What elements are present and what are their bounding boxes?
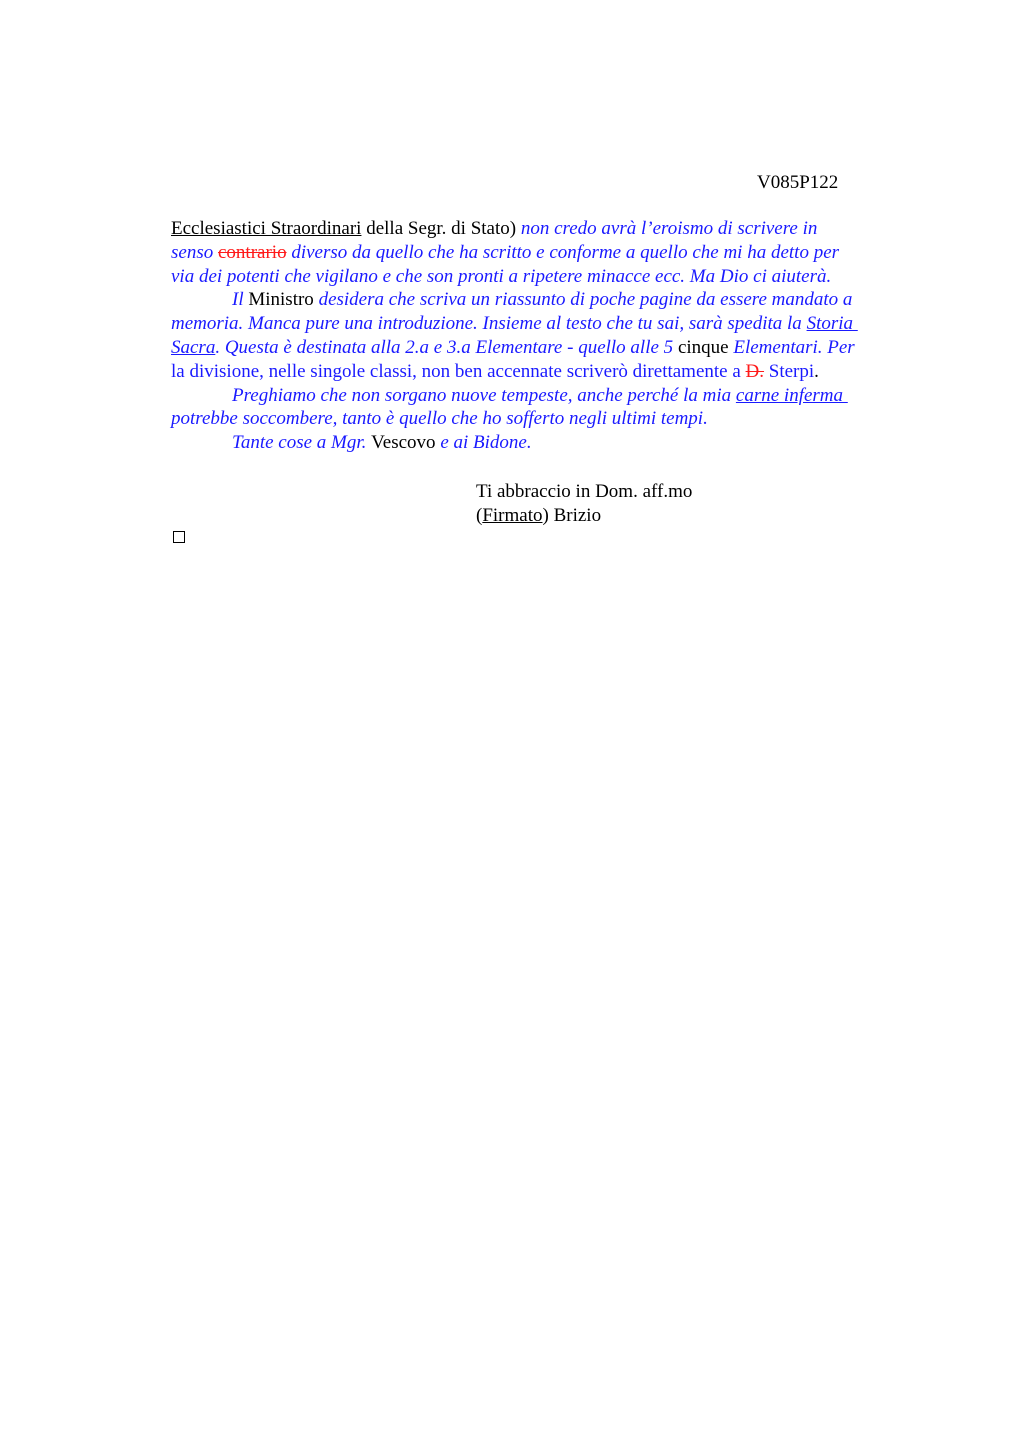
text-segment: Il xyxy=(232,289,249,311)
text-segment: Ministro xyxy=(248,289,319,311)
text-line xyxy=(171,217,931,241)
text-line xyxy=(171,407,931,431)
text-segment: . xyxy=(814,360,819,382)
letter-body xyxy=(171,217,931,455)
text-line xyxy=(171,431,931,455)
text-segment: Preghiamo che non sorgano nuove tempeste, anche perché la mia xyxy=(232,384,736,406)
text-line xyxy=(171,360,931,384)
text-line xyxy=(171,288,931,312)
text-segment: senso xyxy=(171,241,218,263)
text-segment: Storia xyxy=(806,313,858,335)
text-segment: carne inferma xyxy=(735,384,848,406)
text-line xyxy=(171,384,931,408)
text-line xyxy=(171,312,931,336)
text-segment: Tante cose a Mgr. xyxy=(232,432,372,454)
text-segment: diverso da quello che ha scritto e conforme a quello che mi ha detto per xyxy=(286,241,840,263)
text-segment: Vescovo xyxy=(371,432,441,454)
text-segment: memoria. Manca pure una introduzione. Insieme al testo che tu sai, sarà spedita la xyxy=(171,313,807,335)
text-segment: via dei potenti che vigilano e che son pronti a ripetere minacce ecc. Ma Dio ci aiuterà. xyxy=(171,265,832,287)
signature-name: ) Brizio xyxy=(542,504,602,526)
text-segment: desidera che scriva un riassunto di poche pagine da essere mandato a xyxy=(318,289,853,311)
text-segment: della Segr. di Stato) xyxy=(361,218,521,239)
text-segment: e ai Bidone. xyxy=(440,432,532,454)
text-segment: Sacra xyxy=(171,336,216,358)
page-reference: V085P122 xyxy=(757,172,839,193)
text-segment: D. xyxy=(745,360,765,382)
signature-line xyxy=(476,504,692,528)
text-segment: la divisione, nelle singole classi, non ben accennate scriverò direttamente a xyxy=(171,360,746,382)
text-segment: Elementari. Per xyxy=(733,336,855,358)
text-line xyxy=(171,265,931,289)
checkbox-icon xyxy=(173,531,185,543)
letter-closing xyxy=(476,480,692,528)
closing-greeting: Ti abbraccio in Dom. aff.mo xyxy=(476,481,693,502)
text-segment: cinque xyxy=(677,336,734,358)
signature-open-paren: ( xyxy=(476,504,483,526)
text-segment: Ecclesiastici Straordinari xyxy=(171,218,362,239)
text-line xyxy=(171,336,931,360)
text-segment: non credo avrà l’eroismo di scrivere in xyxy=(520,218,818,239)
text-segment: potrebbe soccombere, tanto è quello che ho sofferto negli ultimi tempi. xyxy=(171,408,708,430)
text-segment: Sterpi xyxy=(764,360,815,382)
text-line xyxy=(171,241,931,265)
text-segment: . Questa è destinata alla 2.a e 3.a Elementare - quello alle 5 xyxy=(215,336,678,358)
signature-firmato: Firmato xyxy=(482,504,543,526)
text-segment: contrario xyxy=(217,241,287,263)
